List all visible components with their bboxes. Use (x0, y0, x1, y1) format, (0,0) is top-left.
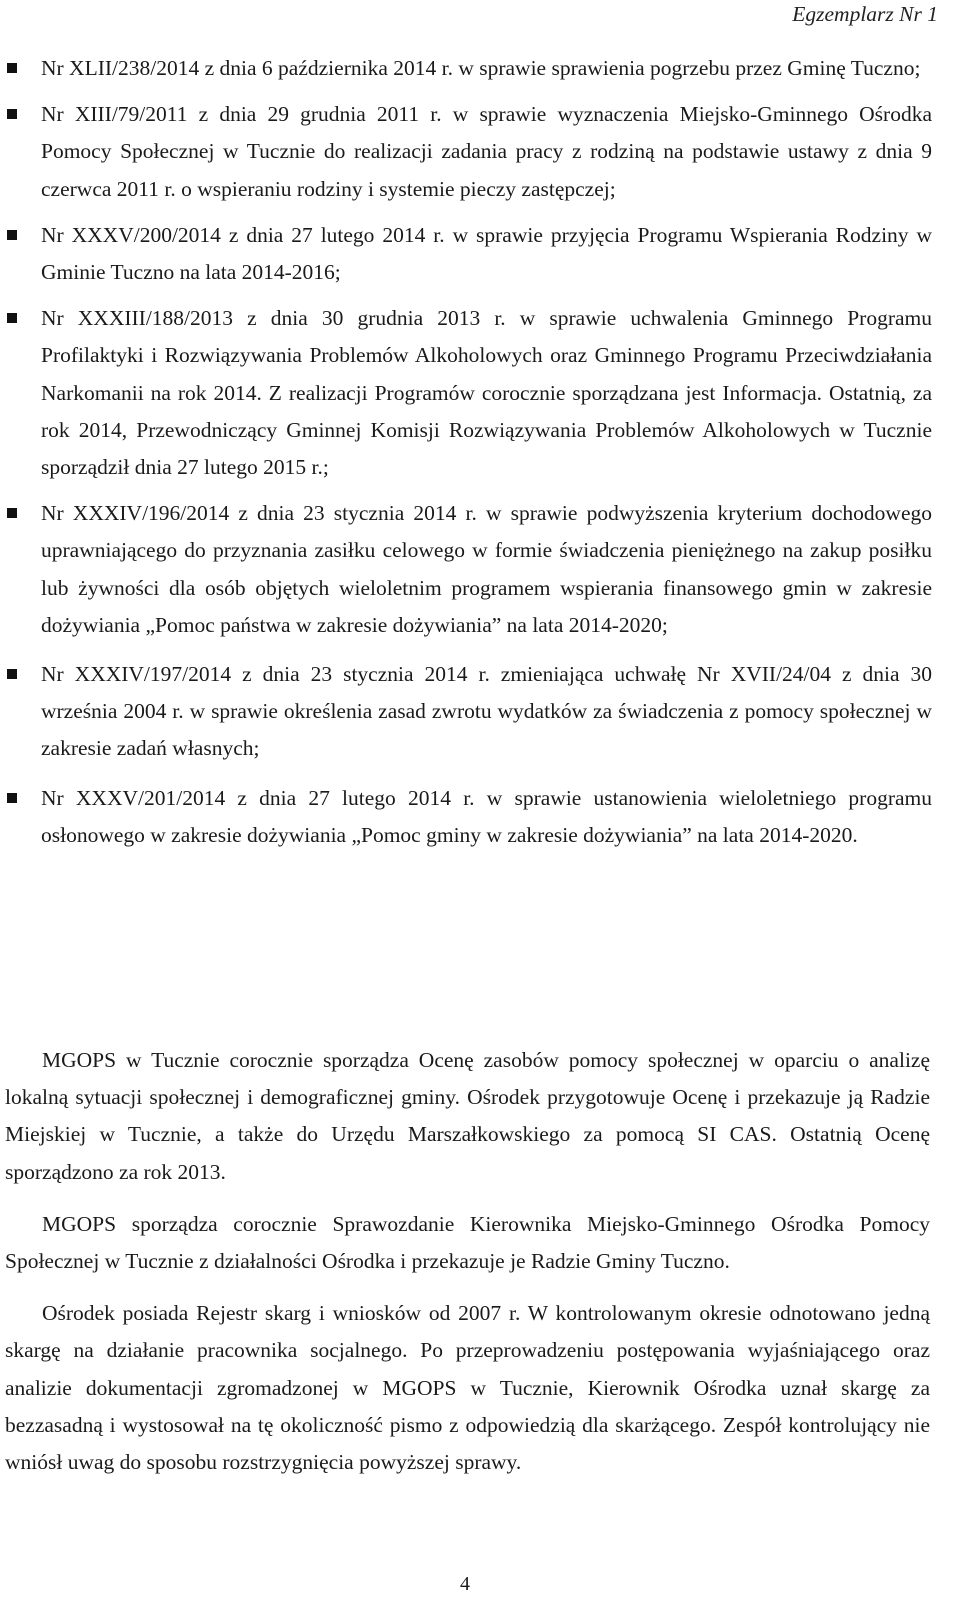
paragraph-report: MGOPS sporządza corocznie Sprawozdanie Kierownika Miejsko-Gminnego Ośrodka Pomocy Społecznej w Tucznie z działalności Ośrodka i przekazuje je Radzie Gminy Tuczno. (5, 1211, 930, 1274)
list-item (0, 217, 960, 291)
list-item (0, 50, 960, 87)
square-bullet-icon (7, 313, 17, 323)
list-item (0, 495, 960, 644)
list-item (0, 96, 960, 208)
list-item-text: Nr XXXV/201/2014 z dnia 27 lutego 2014 r. w sprawie ustanowienia wieloletniego programu osłonowego w zakresie dożywiania „Pomoc gminy w zakresie dożywiania” na lata 2014-2020. (41, 785, 932, 847)
page-number: 4 (460, 1573, 470, 1595)
list-item-text: Nr XXXIII/188/2013 z dnia 30 grudnia 2013 r. w sprawie uchwalenia Gminnego Programu Profilaktyki i Rozwiązywania Problemów Alkoholowych oraz Gminnego Programu Przeciwdziałania Narkomanii na rok 2014. Z realizacji Programów corocznie sporządzana jest Informacja. Ostatnią, za rok 2014, Przewodniczący Gminnej Komisji Rozwiązywania Problemów Alkoholowych w Tucznie sporządził dnia 27 lutego 2015 r.; (41, 306, 932, 480)
square-bullet-icon (7, 109, 17, 119)
paragraph-assessment: MGOPS w Tucznie corocznie sporządza Ocenę zasobów pomocy społecznej w oparciu o analizę lokalną sytuacji społecznej i demograficznej gminy. Ośrodek przygotowuje Ocenę i przekazuje ją Radzie Miejskiej w Tucznie, a także do Urzędu Marszałkowskiego za pomocą SI CAS. Ostatnią Ocenę sporządzono za rok 2013. (5, 1048, 930, 1184)
list-item (0, 780, 960, 854)
list-item-text: Nr XXXV/200/2014 z dnia 27 lutego 2014 r. w sprawie przyjęcia Programu Wspierania Rodziny w Gminie Tuczno na lata 2014-2016; (41, 222, 932, 285)
list-item-text: Nr XXXIV/196/2014 z dnia 23 stycznia 2014 r. w sprawie podwyższenia kryterium dochodowego uprawniającego do przyznania zasiłku celowego w formie świadczenia pieniężnego na zakup posiłku lub żywności dla osób objętych wieloletnim programem wspierania finansowego gmin w zakresie dożywiania „Pomoc państwa w zakresie dożywiania” na lata 2014-2020; (41, 501, 932, 637)
resolutions-list (0, 50, 960, 863)
list-item (0, 656, 960, 768)
body-text (5, 1042, 930, 1496)
square-bullet-icon (7, 669, 17, 679)
paragraph-complaints: Ośrodek posiada Rejestr skarg i wniosków od 2007 r. W kontrolowanym okresie odnotowano jedną skargę na działanie pracownika socjalnego. Po przeprowadzeniu postępowania wyjaśniającego oraz analizie dokumentacji zgromadzonej w MGOPS w Tucznie, Kierownik Ośrodka uznał skargę za bezzasadną i wystosował na tę okoliczność pismo z odpowiedzią dla skarżącego. Zespół kontrolujący nie wniósł uwag do sposobu rozstrzygnięcia powyższej sprawy. (5, 1301, 930, 1475)
list-item (0, 300, 960, 486)
copy-number-label: Egzemplarz Nr 1 (792, 2, 938, 26)
list-item-text: Nr XIII/79/2011 z dnia 29 grudnia 2011 r. w sprawie wyznaczenia Miejsko-Gminnego Ośrodka Pomocy Społecznej w Tucznie do realizacji zadania pracy z rodziną na podstawie ustawy z dnia 9 czerwca 2011 r. o wspieraniu rodziny i systemie pieczy zastępczej; (41, 102, 932, 201)
square-bullet-icon (7, 508, 17, 518)
list-item-text: Nr XXXIV/197/2014 z dnia 23 stycznia 2014 r. zmieniająca uchwałę Nr XVII/24/04 z dnia 30 września 2004 r. w sprawie określenia zasad zwrotu wydatków za świadczenia z pomocy społecznej w zakresie zadań własnych; (41, 662, 932, 761)
square-bullet-icon (7, 230, 17, 240)
square-bullet-icon (7, 793, 17, 803)
square-bullet-icon (7, 63, 17, 73)
list-item-text: Nr XLII/238/2014 z dnia 6 października 2014 r. w sprawie sprawienia pogrzebu przez Gminę Tuczno; (41, 56, 921, 80)
